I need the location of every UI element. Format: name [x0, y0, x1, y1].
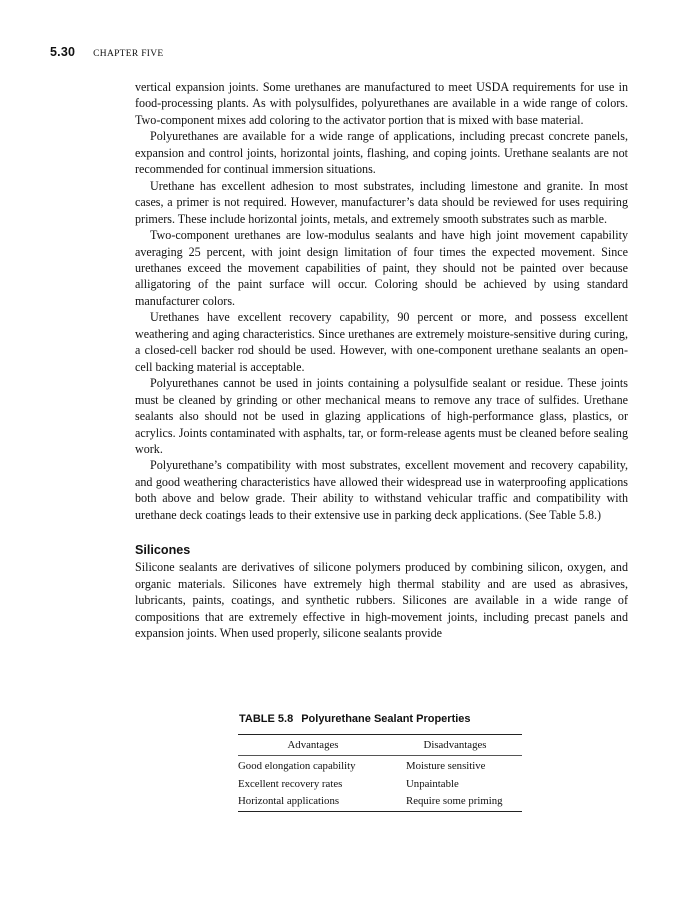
- paragraph: Urethane has excellent adhesion to most substrates, including limestone and granite. In most cases, a primer is not required. However, manufacturer’s data should be reviewed for uses requiring primers. These include horizontal joints, metals, and extremely smooth substrates such as marble.: [135, 178, 628, 226]
- table-cell: Unpaintable: [406, 777, 459, 790]
- body-text: [135, 79, 628, 642]
- page-number: 5.30: [50, 45, 76, 59]
- properties-table: [238, 734, 522, 812]
- table-row: [238, 776, 522, 794]
- table-cell: Horizontal applications: [238, 795, 340, 807]
- section-paragraph: Silicone sealants are derivatives of silicone polymers produced by combining silicon, oxygen, and organic materials. Silicones have extremely high thermal stability and are used as abrasives, lubricants, paints, coatings, and synthetic rubbers. Silicones are available in a wide range of compositions that are extremely effective in high-movement joints, including precast panels and expansion joints. When used properly, silicone sealants provide: [135, 560, 628, 641]
- paragraph: Urethanes have excellent recovery capability, 90 percent or more, and possess excellent weathering and aging characteristics. Since urethanes are extremely moisture-sensitive during curing, a closed-cell backer rod should be used. However, with one-component urethane sealants an open-cell backing material is acceptable.: [135, 310, 628, 374]
- table-row: [238, 756, 522, 776]
- column-header-disadvantages: Disadvantages: [423, 739, 487, 751]
- table-5-8: [238, 713, 523, 812]
- paragraph: Two-component urethanes are low-modulus sealants and have high joint movement capability averaging 25 percent, with joint design limitation of four times the expected movement. Since urethanes exceed the movement capabilities of paint, they should not be painted over because alligatoring of the paint surface will occur. Coloring should be achieved by using standard manufacturer colors.: [135, 228, 628, 308]
- section-heading: Silicones: [135, 543, 191, 558]
- chapter-label: CHAPTER FIVE: [93, 49, 164, 59]
- running-header: [50, 45, 164, 59]
- paragraph: Polyurethanes are available for a wide range of applications, including precast concrete panels, expansion and control joints, horizontal joints, flashing, and coping joints. Urethane sealants are not recommended for continual immersion situations.: [135, 129, 628, 177]
- paragraph: Polyurethane’s compatibility with most substrates, excellent movement and recovery capability, and good weathering characteristics have allowed their widespread use in waterproofing applications both above and below grade. Their ability to withstand vehicular traffic and compatibility with urethane deck coatings leads to their extensive use in parking deck applications. (See Table 5.8.): [135, 458, 628, 522]
- table-header-row: [238, 735, 522, 756]
- table-caption: [239, 713, 523, 725]
- paragraph: vertical expansion joints. Some urethanes are manufactured to meet USDA requirements for use in food-processing plants. As with polysulfides, polyurethanes are available in a wide range of colors. Two-component mixes add coloring to the activator portion that is mixed with base material.: [135, 80, 628, 127]
- table-title: Polyurethane Sealant Properties: [301, 713, 471, 725]
- table-cell: Require some priming: [406, 795, 503, 807]
- paragraph: Polyurethanes cannot be used in joints containing a polysulfide sealant or residue. These joints must be cleaned by grinding or other mechanical means to remove any trace of sulfides. Urethane sealants also should not be used in glazing applications of high-performance glass, plastics, or acrylics. Joints contaminated with asphalts, tar, or form-release agents must be cleaned before sealing work.: [135, 376, 628, 456]
- table-cell: Good elongation capability: [238, 760, 356, 772]
- column-header-advantages: Advantages: [287, 739, 339, 751]
- table-number: TABLE 5.8: [239, 713, 294, 725]
- table-cell: Excellent recovery rates: [238, 777, 343, 790]
- table-cell: Moisture sensitive: [406, 760, 486, 772]
- table-row: [238, 793, 522, 811]
